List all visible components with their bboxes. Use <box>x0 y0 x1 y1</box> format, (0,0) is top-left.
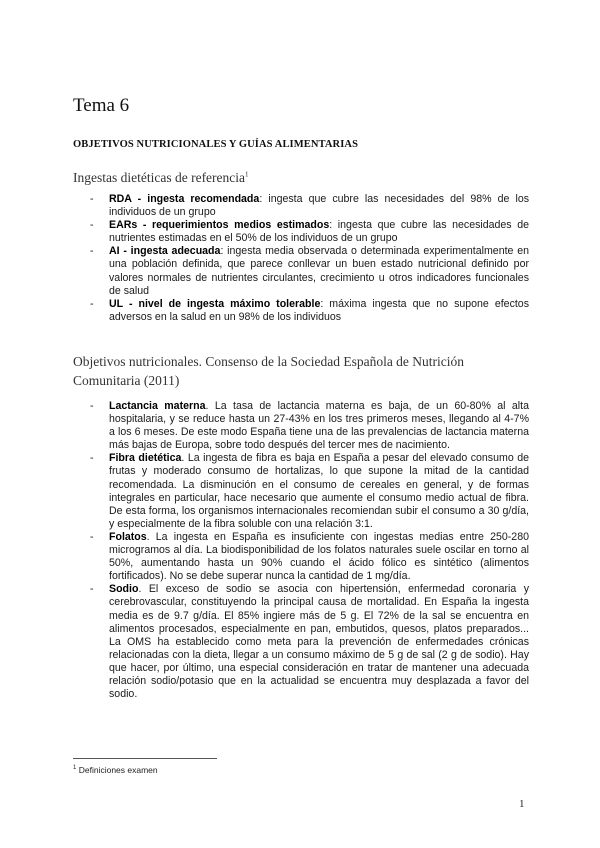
list-dash: - <box>90 193 94 205</box>
list-dash: - <box>90 219 94 232</box>
list-dash: - <box>90 245 94 258</box>
list-item-term: Sodio <box>109 583 139 596</box>
list-item-text: : ingesta que cubre las necesidades del 98% de los individuos de un grupo <box>109 193 530 219</box>
list-dash: - <box>90 530 94 543</box>
list-item <box>73 583 529 701</box>
list-dash: - <box>90 400 94 412</box>
list-item <box>73 193 529 219</box>
list-item <box>73 219 529 245</box>
section-heading-text: Ingestas dietéticas de referencia <box>73 170 246 185</box>
list-item-text: : ingesta media observada o determinada experimentalmente en una población definida, que parece conllevar un buen estado nutricional definido por valores normales de nutrientes circulantes, crecimiento u otros indicadores funcionales de salud <box>109 245 529 297</box>
list-item-term: EARs - requerimientos medios estimados <box>109 219 330 232</box>
list-item-text: . La tasa de lactancia materna es baja, de un 60-80% al alta hospitalaria, y se reduce hasta un 27-43% en los tres primeros meses, llegando al 4-7% a los 6 meses. De este modo España tiene una de las prevalencias de lactancia materna más bajas de Europa, sobre todo después del tercer mes de nacimiento. <box>109 400 529 452</box>
list-item-text: : máxima ingesta que no supone efectos adversos en la salud en un 98% de los individuos <box>109 297 529 323</box>
list-dash: - <box>90 452 94 465</box>
footnote-divider <box>73 758 217 759</box>
list-dash: - <box>90 297 94 310</box>
nutritional-goals-list <box>73 400 529 701</box>
list-item <box>73 298 529 324</box>
footnote-text: Definiciones examen <box>78 765 158 775</box>
footnote <box>73 765 158 775</box>
list-item <box>73 245 529 297</box>
footnote-reference: 1 <box>245 170 249 179</box>
list-item <box>73 452 529 531</box>
list-item-text: . El exceso de sodio se asocia con hipertensión, enfermedad coronaria y cerebrovascular, constituyendo la principal causa de mortalidad. En España la ingesta media es de 9.7 g/día. El 85% ingiere más de 5 g. El 72% de la sal se encuentra en alimentos procesados, especialmente en pan, embutidos, quesos, platos preparados... La OMS ha establecido como meta para la prevención de enfermedades crónicas relacionadas con la dieta, llegar a un consumo máximo de 5 g de sal (2 g de sodio). Hay que hacer, por último, una especial consideración en tratar de mantener una adecuada relación sodio/potasio que en la actualidad se encuentra muy desplazada a favor del sodio. <box>109 583 529 701</box>
list-item-text: . La ingesta en España es insuficiente con ingestas medias entre 250-280 microgramos al día. La biodisponibilidad de los folatos naturales suele oscilar en torno al 50%, aumentando hasta un 90% cuando el ácido fólico es sintético (alimentos fortificados). No se debe superar nunca la cantidad de 1 mg/día. <box>109 530 529 583</box>
section-heading-objetivos: Objetivos nutricionales. Consenso de la Sociedad Española de Nutrición Comunitaria (2011) <box>73 354 465 388</box>
list-item-term: Folatos <box>109 530 147 543</box>
document-subtitle: OBJETIVOS NUTRICIONALES Y GUÍAS ALIMENTARIAS <box>73 139 359 150</box>
section-heading-ingestas <box>73 168 529 187</box>
list-dash: - <box>90 583 94 596</box>
page-number: 1 <box>519 798 525 810</box>
reference-intakes-list <box>73 193 529 324</box>
list-item-term: Fibra dietética <box>109 452 182 465</box>
list-item <box>73 400 529 452</box>
list-item-term: Lactancia materna <box>109 400 206 412</box>
list-item-term: UL - nivel de ingesta máximo tolerable <box>109 297 321 310</box>
list-item-text: : ingesta que cubre las necesidades de nutrientes estimadas en el 50% de los individuos de un grupo <box>109 219 529 245</box>
list-item-term: RDA - ingesta recomendada <box>109 193 260 205</box>
list-item-text: . La ingesta de fibra es baja en España a pesar del elevado consumo de frutas y moderado consumo de hortalizas, lo que supone la mitad de la cantidad recomendada. La disminución en el consumo de cereales en general, y de formas integrales en particular, hace necesario que aumente el consumo medio actual de fibra. De esta forma, los organismos internacionales recomiendan subir el consumo a 30 g/día, y especialmente de la fibra soluble con una relación 3:1. <box>109 452 530 530</box>
list-item <box>73 531 529 583</box>
footnote-mark: 1 <box>73 765 77 772</box>
page-title: Tema 6 <box>73 95 130 116</box>
list-item-term: AI - ingesta adecuada <box>109 245 221 258</box>
